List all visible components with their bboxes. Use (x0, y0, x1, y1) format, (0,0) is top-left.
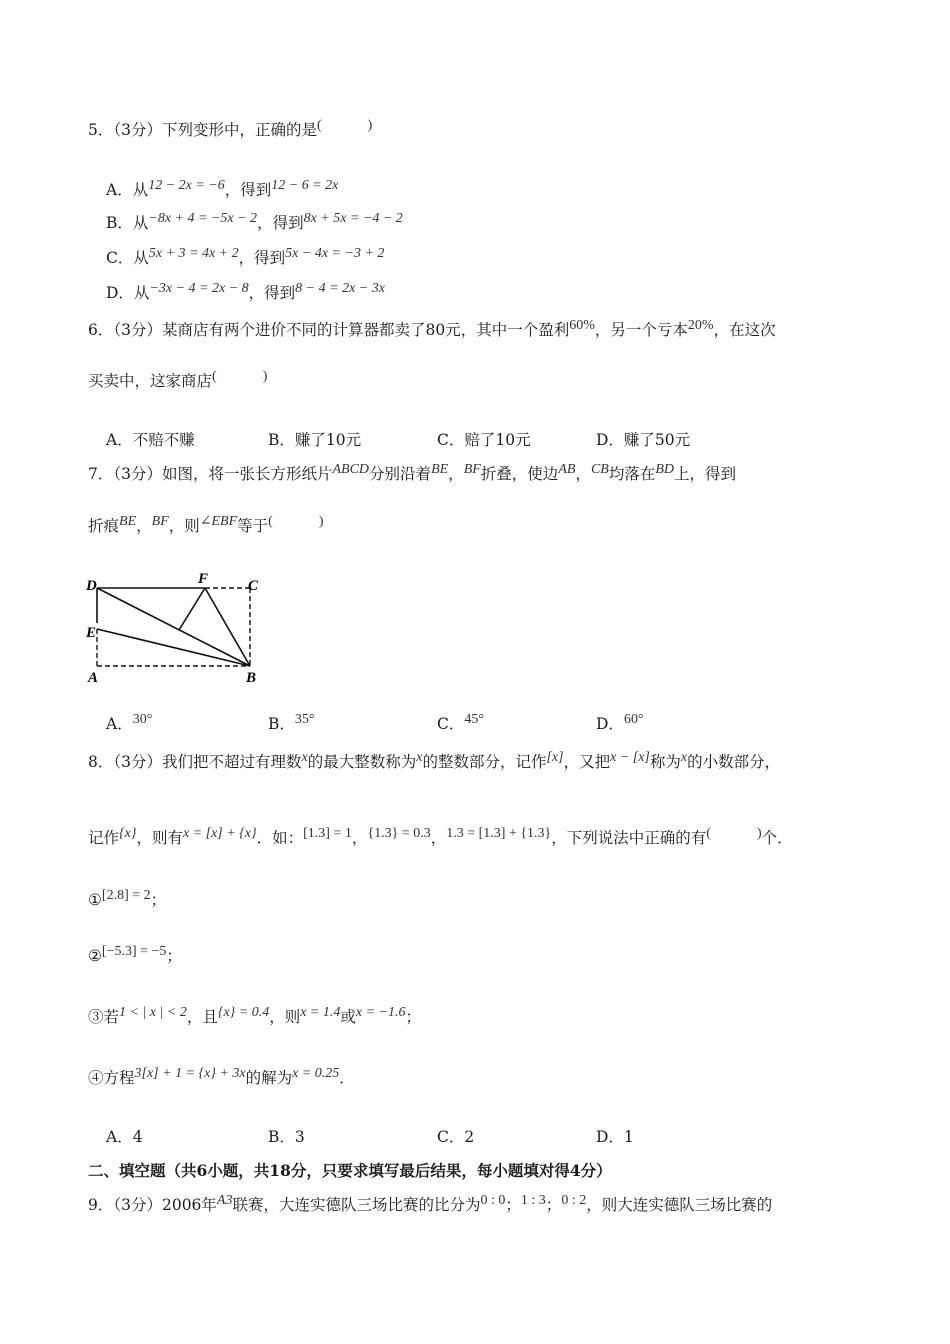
section-fill-in-title: 二、填空题（共6小题，共18分，只要求填写最后结果，每小题填对得4分） (88, 1161, 612, 1180)
q8-option-d: D．1 (596, 1128, 634, 1146)
q8-statement-4: ④方程3[x] + 1 = {x} + 3x的解为x = 0.25． (88, 1066, 355, 1087)
q8-option-b: B．3 (268, 1128, 305, 1146)
q5-stem: 5．（3分）下列变形中，正确的是( ) (88, 118, 373, 139)
q8-stem-line2: 记作{x}，则有x = [x] + {x}．如：[1.3] = 1，{1.3} = 0.3，1.3 = [1.3] + {1.3}，下列说法中正确的有( )个． (88, 826, 793, 847)
q8-stem-line1: 8．（3分）我们把不超过有理数x的最大整数称为x的整数部分，记作[x]，又把x − [x]称为x的小数部分， (88, 750, 781, 771)
q7-stem-line1: 7．（3分）如图，将一张长方形纸片ABCD分别沿着BE，BF折叠，使边AB，CB均落在BD上，得到 (88, 462, 737, 483)
q8-statement-1: ①[2.8] = 2； (88, 888, 167, 909)
q6-option-a: A．不赔不赚 (106, 431, 195, 449)
label-F: F (198, 571, 209, 587)
label-C: C (248, 578, 259, 594)
q5-option-d: D．从−3x − 4 = 2x − 8，得到8 − 4 = 2x − 3x (106, 281, 385, 302)
label-E: E (86, 625, 97, 641)
q5-option-b: B．从−8x + 4 = −5x − 2，得到8x + 5x = −4 − 2 (106, 211, 403, 232)
q7-option-d: D．60° (596, 712, 644, 733)
q8-option-c: C．2 (437, 1128, 475, 1146)
label-D: D (86, 578, 97, 594)
q7-figure (80, 565, 280, 690)
q7-option-c: C．45° (437, 712, 484, 733)
q5-option-a: A．从12 − 2x = −6，得到12 − 6 = 2x (106, 178, 339, 199)
q8-option-a: A．4 (106, 1128, 143, 1146)
q7-option-b: B．35° (268, 712, 315, 733)
label-A: A (88, 670, 99, 686)
q9-stem: 9．（3分）2006年A3联赛，大连实德队三场比赛的比分为0 : 0；1 : 3；0 : 2，则大连实德队三场比赛的 (88, 1193, 773, 1214)
q6-stem-line2: 买卖中，这家商店( ) (88, 369, 268, 390)
q5-option-c: C．从5x + 3 = 4x + 2，得到5x − 4x = −3 + 2 (106, 246, 385, 267)
q7-option-a: A．30° (106, 712, 153, 733)
q6-option-c: C．赔了10元 (437, 431, 531, 449)
label-B: B (246, 670, 257, 686)
q6-stem-line1: 6．（3分）某商店有两个进价不同的计算器都卖了80元，其中一个盈利60%，另一个亏本20%，在这次 (88, 318, 776, 339)
q8-statement-2: ②[−5.3] = −5； (88, 944, 182, 965)
q6-option-d: D．赚了50元 (596, 431, 691, 449)
q8-statement-3: ③若1 < | x | < 2，且{x} = 0.4，则x = 1.4或x = −1.6； (88, 1005, 422, 1026)
folded-edge-F (179, 588, 205, 630)
crease-EB (97, 629, 250, 666)
q7-stem-line2: 折痕BE，BF，则∠EBF等于( ) (88, 514, 324, 535)
q6-option-b: B．赚了10元 (268, 431, 362, 449)
